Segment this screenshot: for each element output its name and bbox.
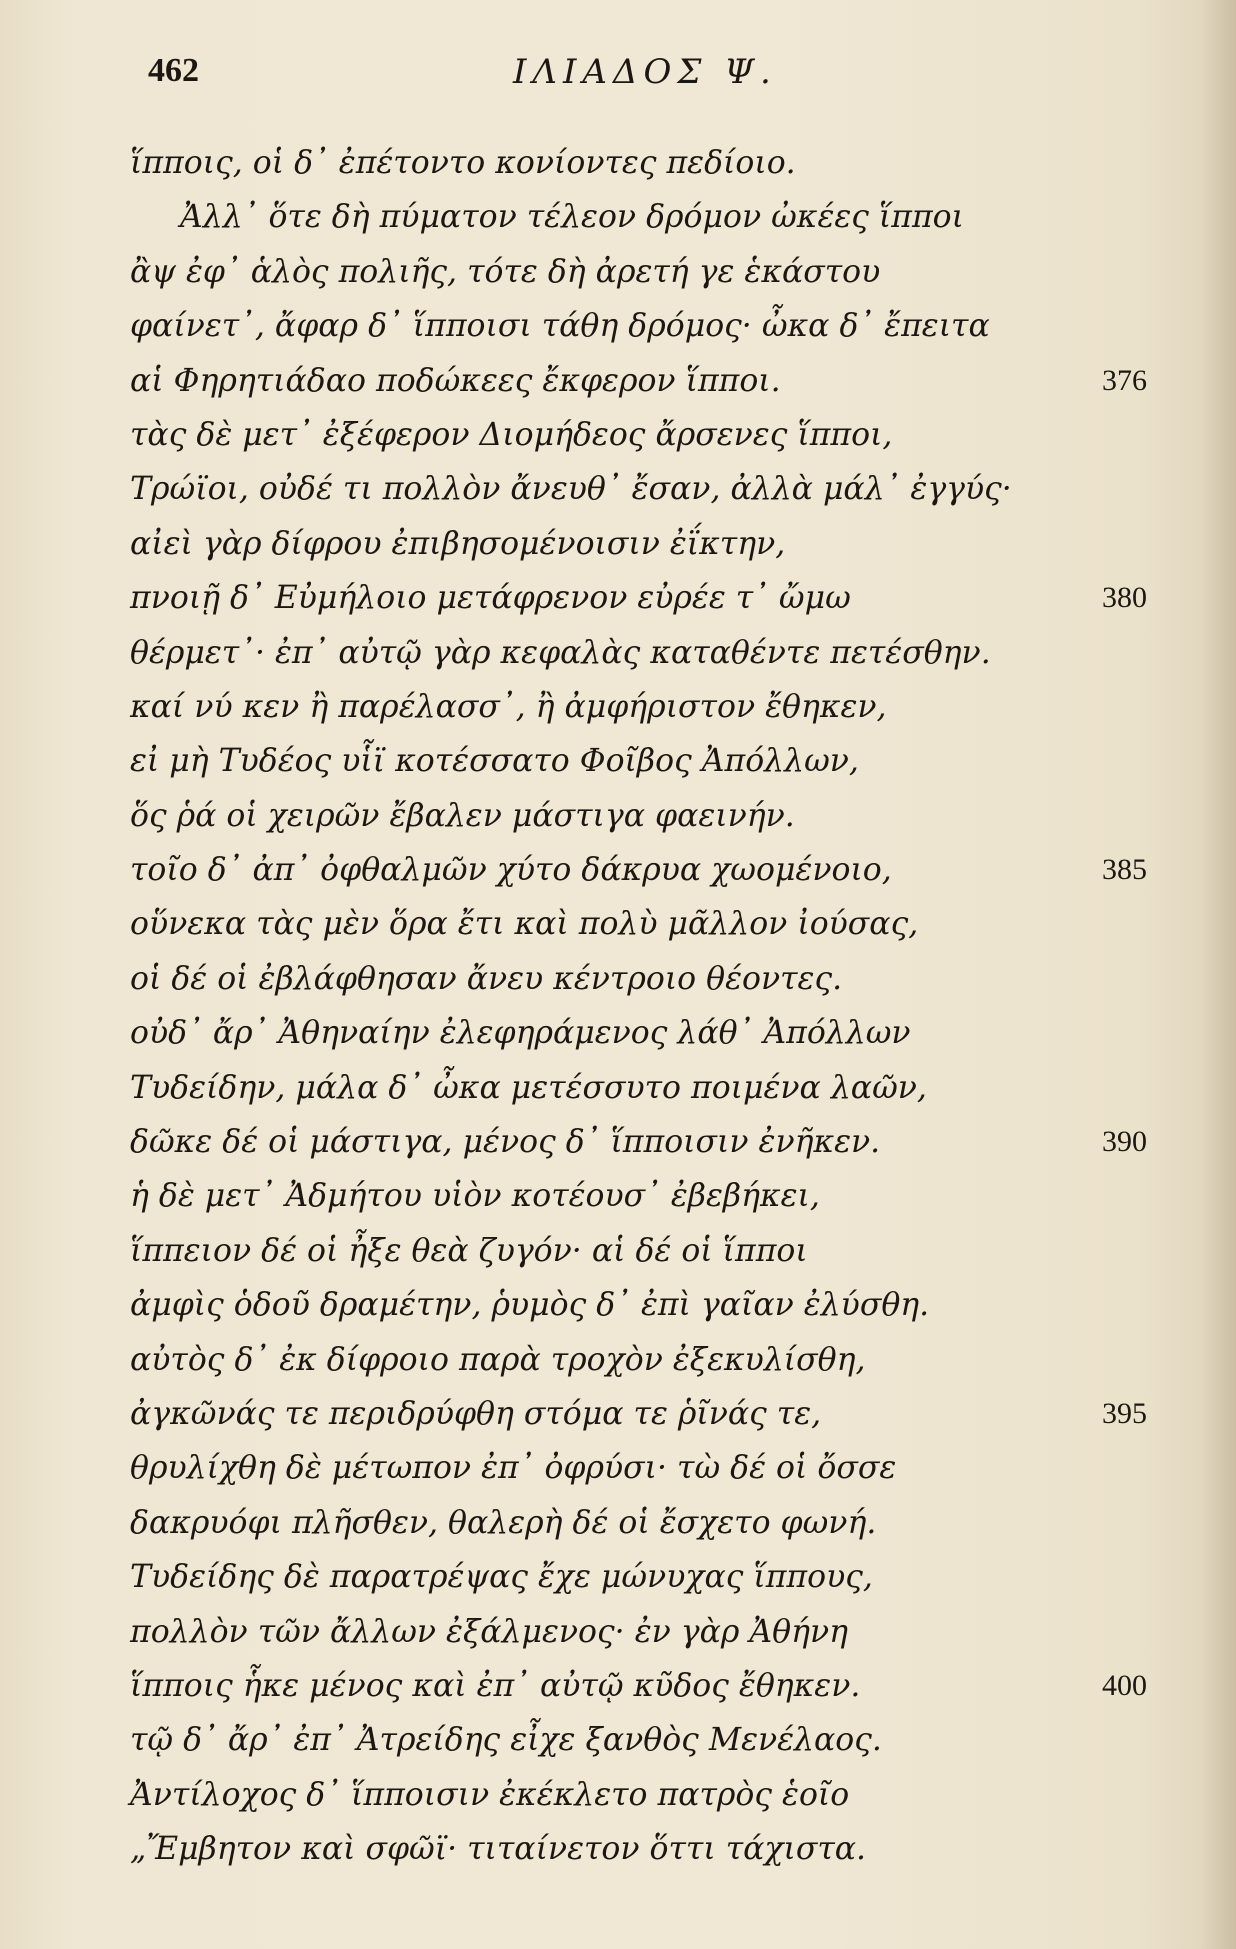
verse-line bbox=[130, 571, 1170, 625]
verse-text: πνοιῇ δ᾽ Εὐμήλοιο μετάφρενον εὐρέε τ᾽ ὤμω bbox=[130, 580, 851, 617]
verse-line bbox=[130, 408, 1170, 462]
verse-text: αὐτὸς δ᾽ ἐκ δίφροιο παρὰ τροχὸν ἐξεκυλίσθη, bbox=[130, 1341, 866, 1378]
verse-text: ἂψ ἐφ᾽ ἁλὸς πολιῆς, τότε δὴ ἀρετή γε ἑκάστου bbox=[130, 253, 881, 290]
verse-line bbox=[130, 1387, 1170, 1441]
verse-line bbox=[130, 354, 1170, 408]
verse-text: φαίνετ᾽, ἄφαρ δ᾽ ἵπποισι τάθη δρόμος· ὦκα δ᾽ ἔπειτα bbox=[130, 308, 990, 345]
verse-line bbox=[130, 1061, 1170, 1115]
verse-line bbox=[130, 1278, 1170, 1332]
verse-line bbox=[130, 1496, 1170, 1550]
line-number: 376 bbox=[1102, 363, 1147, 397]
verse-line bbox=[130, 843, 1170, 897]
verse-text: ἀμφὶς ὁδοῦ δραμέτην, ῥυμὸς δ᾽ ἐπὶ γαῖαν ἐλύσθη. bbox=[130, 1287, 930, 1324]
verse-text: Τρώϊοι, οὐδέ τι πολλὸν ἄνευθ᾽ ἔσαν, ἀλλὰ μάλ᾽ ἐγγύς· bbox=[130, 471, 1012, 508]
verse-line bbox=[130, 462, 1170, 516]
page-header bbox=[148, 52, 1148, 102]
verse-text: εἰ μὴ Τυδέος υἷϊ κοτέσσατο Φοῖβος Ἀπόλλων, bbox=[130, 743, 859, 780]
verse-text: αἰεὶ γὰρ δίφρου ἐπιβησομένοισιν ἐΐκτην, bbox=[130, 525, 786, 562]
line-number: 385 bbox=[1102, 853, 1147, 887]
verse-line bbox=[130, 1115, 1170, 1169]
verse-text: αἱ Φηρητιάδαο ποδώκεες ἔκφερον ἵπποι. bbox=[130, 362, 781, 399]
verse-line bbox=[130, 245, 1170, 299]
verse-line bbox=[130, 1006, 1170, 1060]
verse-line bbox=[130, 1605, 1170, 1659]
verse-line bbox=[130, 626, 1170, 680]
verse-line bbox=[130, 789, 1170, 843]
verse-text: ὅς ῥά οἱ χειρῶν ἔβαλεν μάστιγα φαεινήν. bbox=[130, 797, 795, 834]
verse-line bbox=[130, 1659, 1170, 1713]
verse-text: θέρμετ᾽· ἐπ᾽ αὐτῷ γὰρ κεφαλὰς καταθέντε πετέσθην. bbox=[130, 634, 991, 671]
verse-text: οὕνεκα τὰς μὲν ὅρα ἔτι καὶ πολὺ μᾶλλον ἰούσας, bbox=[130, 906, 919, 943]
verse-line bbox=[130, 1224, 1170, 1278]
line-number: 380 bbox=[1102, 581, 1147, 615]
verse-text: οὐδ᾽ ἄρ᾽ Ἀθηναίην ἐλεφηράμενος λάθ᾽ Ἀπόλλων bbox=[130, 1015, 911, 1052]
running-title: ΙΛΙΑΔΟΣ Ψ. bbox=[513, 52, 777, 92]
verse-line bbox=[130, 1822, 1170, 1876]
verse-line bbox=[130, 136, 1170, 190]
verse-line bbox=[130, 1550, 1170, 1604]
verse-line bbox=[130, 1768, 1170, 1822]
verse-line bbox=[130, 952, 1170, 1006]
verse-text: „Ἔμβητον καὶ σφῶϊ· τιταίνετον ὅττι τάχιστα. bbox=[130, 1831, 867, 1868]
verse-text: τοῖο δ᾽ ἀπ᾽ ὀφθαλμῶν χύτο δάκρυα χωομένοιο, bbox=[130, 852, 892, 889]
verse-line bbox=[130, 897, 1170, 951]
verse-text: ἵπποις, οἱ δ᾽ ἐπέτοντο κονίοντες πεδίοιο. bbox=[130, 145, 796, 181]
verse-text: οἱ δέ οἱ ἐβλάφθησαν ἄνευ κέντροιο θέοντες. bbox=[130, 960, 843, 997]
verse-text: τῷ δ᾽ ἄρ᾽ ἐπ᾽ Ἀτρείδης εἶχε ξανθὸς Μενέλαος. bbox=[130, 1722, 882, 1759]
verse-line bbox=[130, 299, 1170, 353]
verse-text: Ἀντίλοχος δ᾽ ἵπποισιν ἐκέκλετο πατρὸς ἑοῖο bbox=[130, 1776, 850, 1813]
verse-text: ἵππειον δέ οἱ ἦξε θεὰ ζυγόν· αἱ δέ οἱ ἵπποι bbox=[130, 1232, 808, 1269]
verse-text: ἀγκῶνάς τε περιδρύφθη στόμα τε ῥῖνάς τε, bbox=[130, 1395, 822, 1432]
verse-line bbox=[130, 190, 1170, 244]
verse-text-block bbox=[130, 136, 1170, 1877]
verse-text: δῶκε δέ οἱ μάστιγα, μένος δ᾽ ἵπποισιν ἐνῆκεν. bbox=[130, 1124, 881, 1161]
page-edge-shadow bbox=[1200, 0, 1236, 1949]
line-number: 390 bbox=[1102, 1125, 1147, 1159]
verse-text: θρυλίχθη δὲ μέτωπον ἐπ᾽ ὀφρύσι· τὼ δέ οἱ ὄσσε bbox=[130, 1450, 897, 1487]
verse-line bbox=[130, 1713, 1170, 1767]
verse-line bbox=[130, 734, 1170, 788]
verse-line bbox=[130, 1333, 1170, 1387]
verse-line bbox=[130, 1169, 1170, 1223]
verse-text: τὰς δὲ μετ᾽ ἐξέφερον Διομήδεος ἄρσενες ἵπποι, bbox=[130, 416, 893, 453]
page-number: 462 bbox=[148, 52, 199, 89]
verse-text: δακρυόφι πλῆσθεν, θαλερὴ δέ οἱ ἔσχετο φωνή. bbox=[130, 1504, 877, 1541]
verse-text: ἡ δὲ μετ᾽ Ἀδμήτου υἱὸν κοτέουσ᾽ ἐβεβήκει, bbox=[130, 1178, 820, 1215]
verse-line bbox=[130, 517, 1170, 571]
verse-text: καί νύ κεν ἢ παρέλασσ᾽, ἢ ἀμφήριστον ἔθηκεν, bbox=[130, 688, 887, 725]
verse-line bbox=[130, 1441, 1170, 1495]
verse-text: ἵπποις ἧκε μένος καὶ ἐπ᾽ αὐτῷ κῦδος ἔθηκεν. bbox=[130, 1667, 861, 1704]
verse-text: Τυδείδην, μάλα δ᾽ ὦκα μετέσσυτο ποιμένα λαῶν, bbox=[130, 1069, 927, 1106]
verse-text: Τυδείδης δὲ παρατρέψας ἔχε μώνυχας ἵππους, bbox=[130, 1559, 873, 1596]
verse-text: Ἀλλ᾽ ὅτε δὴ πύματον τέλεον δρόμον ὠκέες ἵπποι bbox=[180, 199, 964, 236]
line-number: 395 bbox=[1102, 1396, 1147, 1430]
verse-text: πολλὸν τῶν ἄλλων ἐξάλμενος· ἐν γὰρ Ἀθήνη bbox=[130, 1613, 848, 1650]
verse-line bbox=[130, 680, 1170, 734]
line-number: 400 bbox=[1102, 1668, 1147, 1702]
